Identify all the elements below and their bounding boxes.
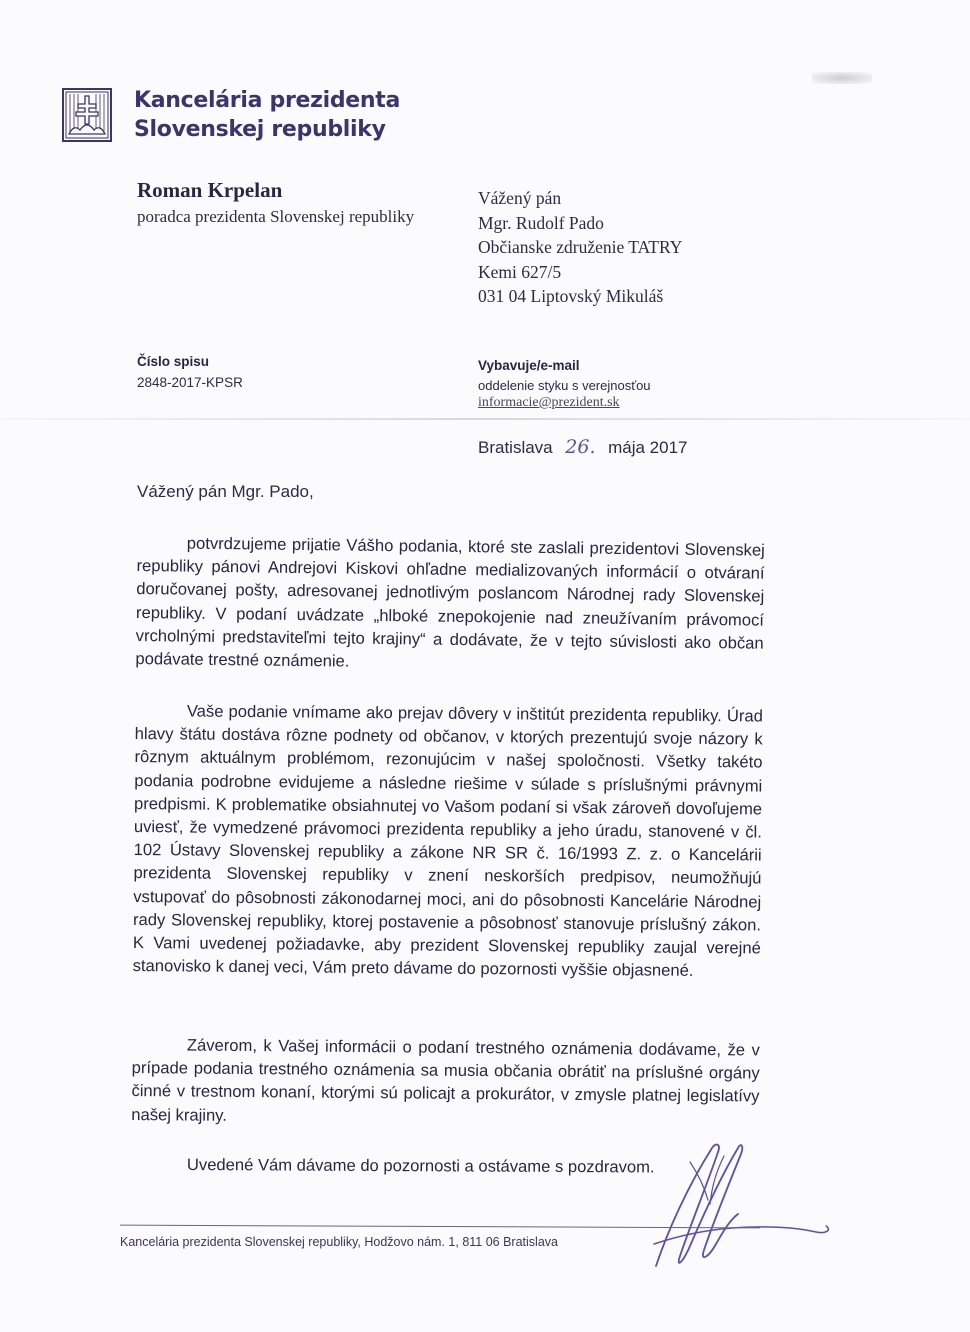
recipient-line: Mgr. Rudolf Pado: [478, 212, 604, 233]
institution-line-1: Kancelária prezidenta: [134, 88, 401, 113]
reference-number: 2848-2017-KPSR: [137, 375, 243, 390]
date-city: Bratislava: [478, 438, 553, 457]
recipient-line: Kemi 627/5: [478, 261, 562, 282]
date-month-year: mája 2017: [608, 438, 688, 457]
reference-label: Číslo spisu: [137, 354, 210, 369]
institution-name: [134, 86, 400, 144]
salutation: Vážený pán Mgr. Pado,: [137, 482, 314, 501]
closing-line: Uvedené Vám dávame do pozornosti a ostávame s pozdravom.: [186, 1155, 655, 1177]
sender-name: Roman Krpelan: [137, 178, 283, 202]
paragraph-3: Záverom, k Vašej informácii o podaní trestného oznámenia dodávame, že v prípade podania trestného oznámenia sa musia občania obrátiť na príslušné orgány činné v trestnom konaní, ktorými sú policajt a prokurátor, v zmysle platnej legislatívy našej krajiny.: [131, 1035, 760, 1125]
sender-block: [137, 178, 414, 227]
reference-block: [137, 354, 243, 390]
recipient-address: [478, 186, 682, 309]
contact-block: [478, 358, 651, 411]
contact-label: Vybavuje/e-mail: [478, 358, 580, 373]
handwritten-signature: [620, 1134, 840, 1284]
date-line: [478, 436, 688, 458]
date-day-handwritten: 26.: [565, 436, 596, 458]
sender-role: poradca prezidenta Slovenskej republiky: [137, 207, 415, 226]
institution-line-2: Slovenskej republiky: [134, 117, 386, 142]
recipient-line: 031 04 Liptovský Mikuláš: [478, 286, 664, 306]
recipient-line: Vážený pán: [478, 188, 562, 208]
contact-email-link[interactable]: informacie@prezident.sk: [478, 395, 620, 410]
coat-of-arms-icon: [62, 88, 112, 142]
recipient-line: Občianske združenie TATRY: [478, 237, 683, 257]
paragraph-2: Vaše podanie vnímame ako prejav dôvery v inštitút prezidenta republiky. Úrad hlavy štátu dostáva rôzne podnety od občanov, v ktorých prezentujú svoje názory k rôznym aktuálnym problémom, rezonujúcim v našej spoločnosti. Všetky takéto podania podrobne evidujeme a následne riešime v súlade s príslušnými právnymi predpismi. K problematike obsiahnutej vo Vašom podaní si však zároveň dovoľujeme uviesť, že vymedzené právomoci prezidenta republiky a jeho úradu, stanovené v čl. 102 Ústavy Slovenskej republiky a zákone NR SR č. 16/1993 Z. z. o Kancelárii prezidenta Slovenskej republiky v znení neskorších predpisov, neumožňujú vstupovať do pôsobnosti zákonodarnej moci, ani do pôsobnosti Kancelárie Národnej rady Slovenskej republiky, ktorej postavenie a pôsobnosť stanovuje príslušný zákon. K Vami uvedenej požiadavke, aby prezident Slovenskej republiky zaujal verejné stanovisko k danej veci, Vám preto dávame do pozornosti vyššie objasnené.: [132, 701, 763, 981]
footer-address: Kancelária prezidenta Slovenskej republiky, Hodžovo nám. 1, 811 06 Bratislava: [120, 1235, 558, 1249]
paragraph-1: potvrdzujeme prijatie Vášho podania, ktoré ste zaslali prezidentovi Slovenskej republiky pánovi Andrejovi Kiskovi ohľadne medializovaných informácií o otváraní doručovanej pošty, adresovanej jednotlivým poslancom Národnej rady Slovenskej republiky. V podaní uvádzate „hlboké znepokojenie nad zneužívaním právomocí vrcholnými predstaviteľmi tejto krajiny“ a dodávate, že v tejto súvislosti ako občan podávate trestné oznámenie.: [135, 533, 765, 671]
contact-department: oddelenie styku s verejnosťou: [478, 378, 651, 393]
scan-speck: [812, 72, 872, 84]
paper-fold: [0, 418, 970, 420]
